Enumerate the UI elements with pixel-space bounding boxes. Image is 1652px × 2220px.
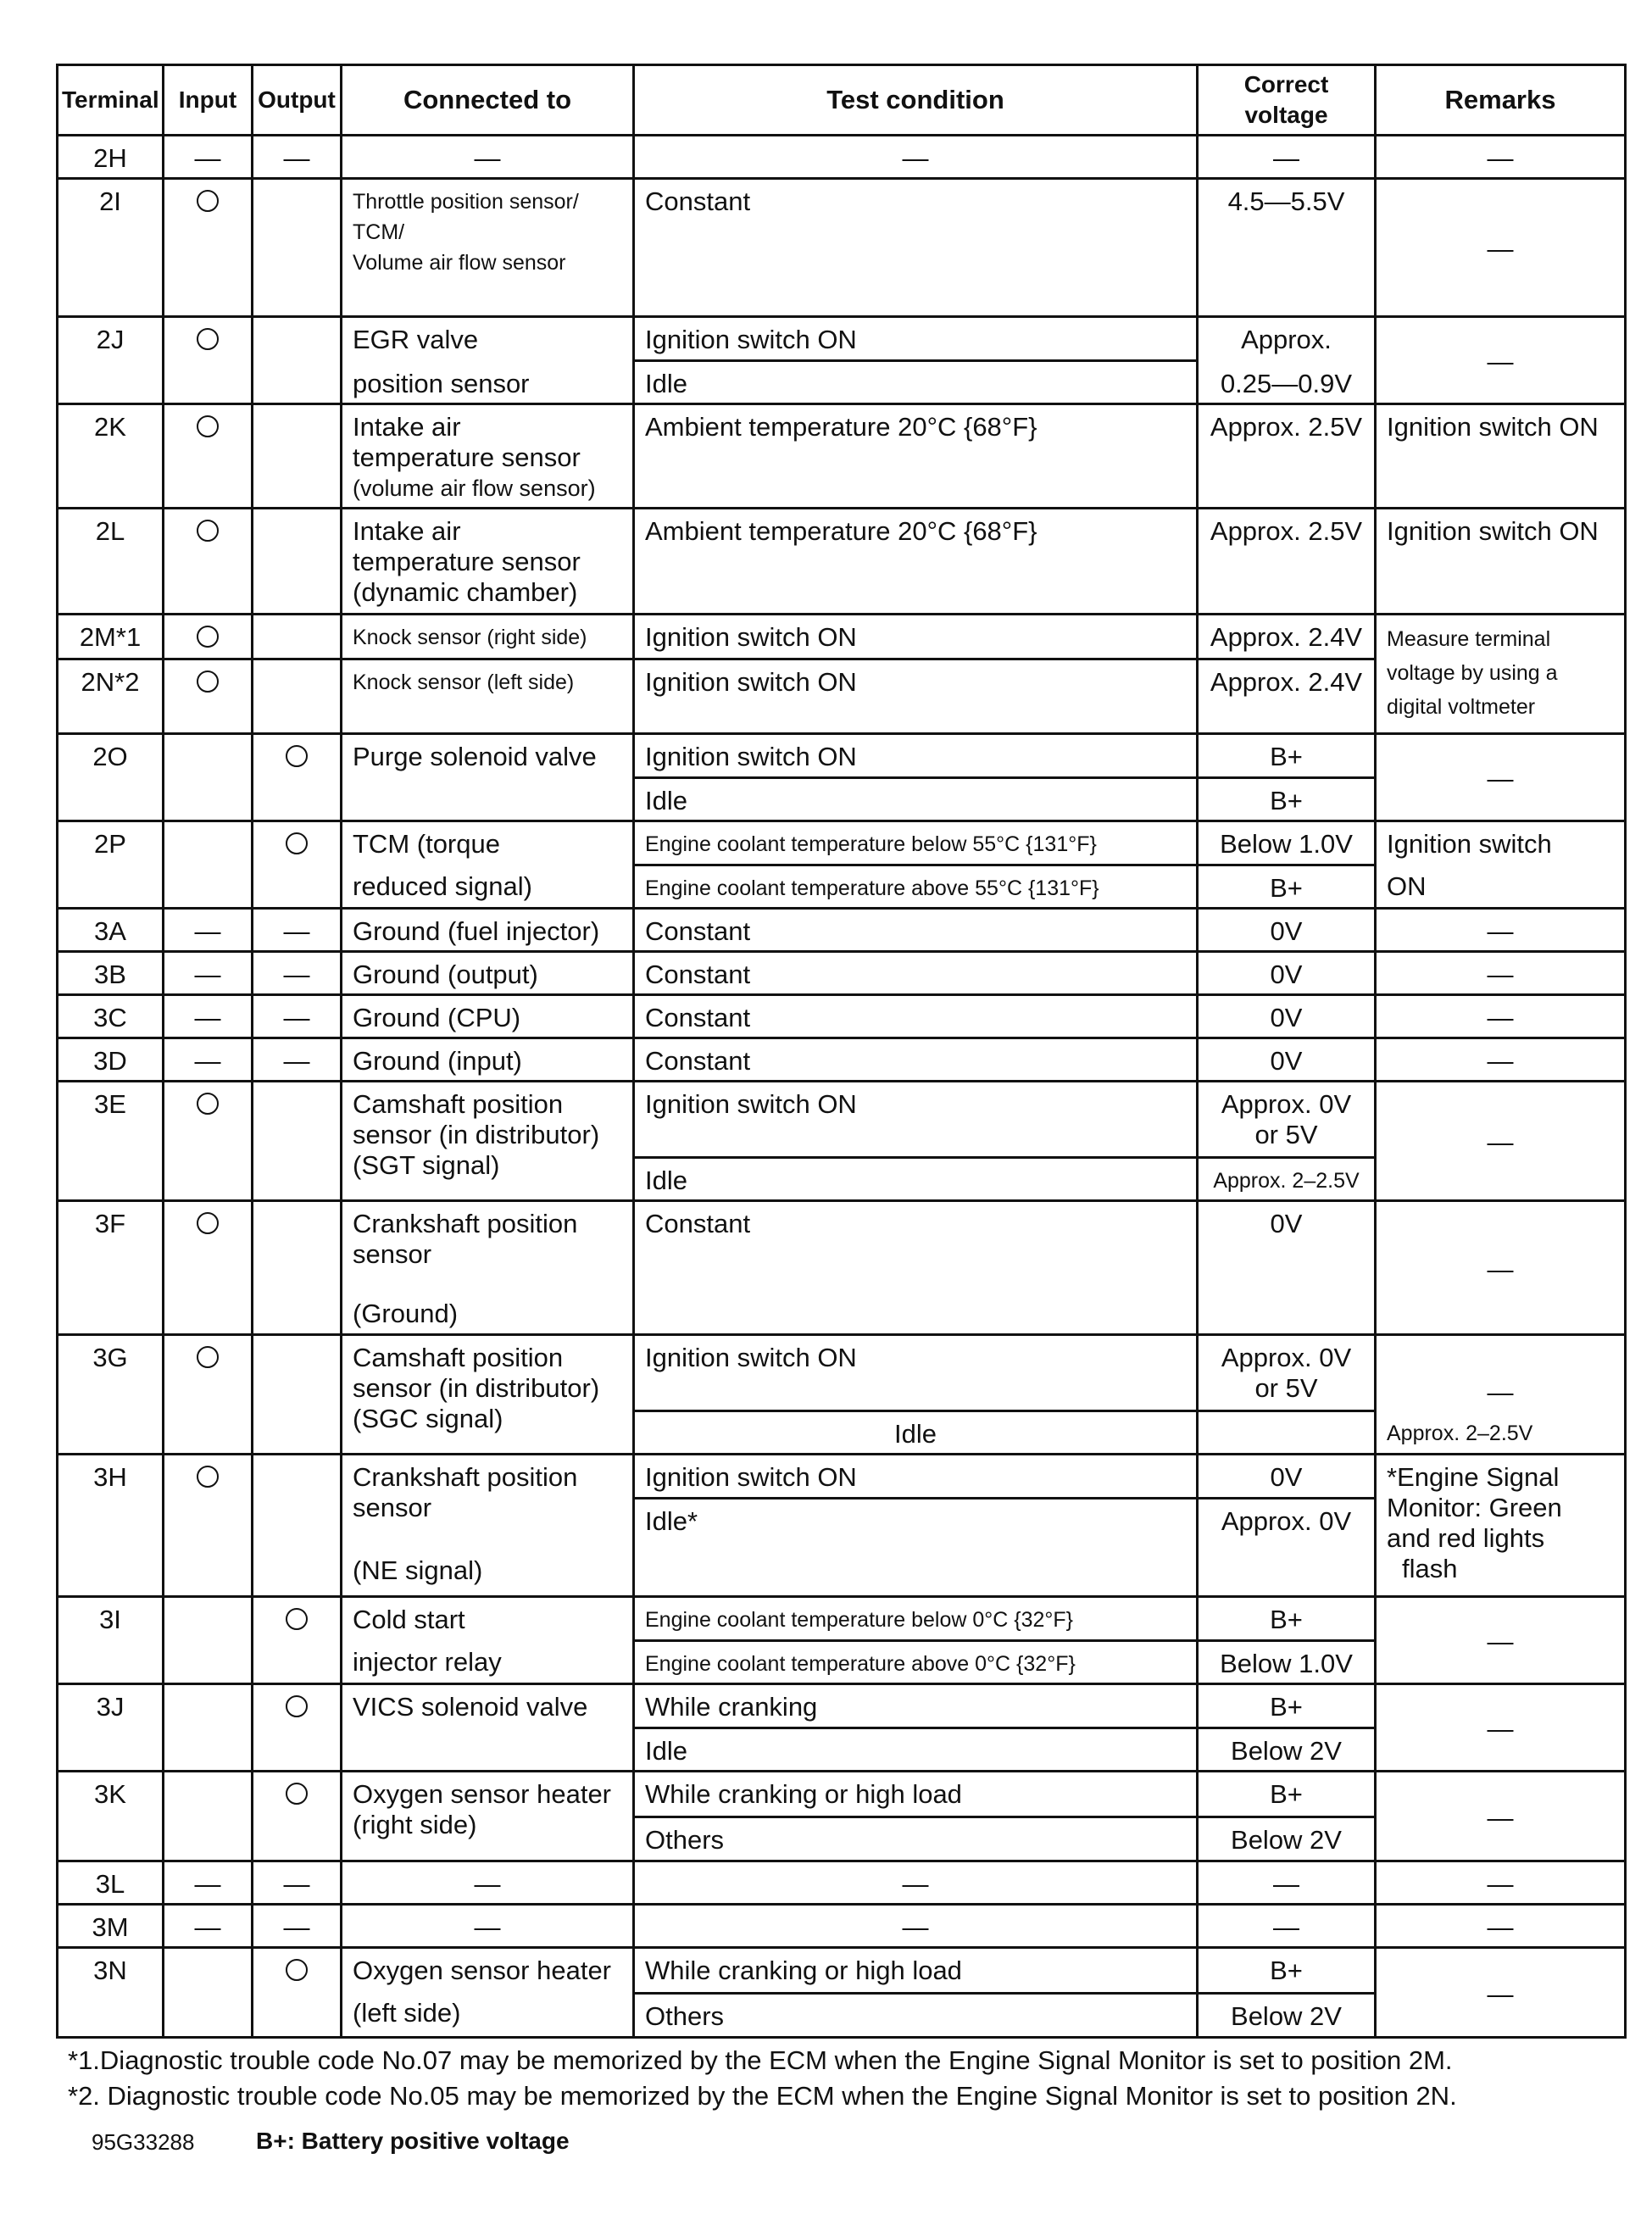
voltage-cell: 0V — [1198, 909, 1376, 952]
figure-code: 95G33288 — [92, 2129, 195, 2155]
circle-mark-icon — [197, 1466, 219, 1488]
terminal-cell: 2L — [58, 509, 164, 615]
condition-cell: Constant — [634, 1038, 1198, 1082]
terminal-cell: 2H — [58, 136, 164, 179]
output-cell — [253, 404, 342, 509]
connected-cell: Ground (input) — [342, 1038, 634, 1082]
voltage-cell — [1198, 1411, 1376, 1455]
terminal-cell: 2M*1 — [58, 615, 164, 659]
terminal-voltage-table — [56, 64, 1624, 2039]
connected-cell: Knock sensor (left side) — [342, 659, 634, 734]
input-mark — [164, 404, 253, 509]
input-cell — [164, 1948, 253, 2038]
connected-cell: Crankshaft position sensor (Ground) — [342, 1201, 634, 1335]
connected-cell: Knock sensor (right side) — [342, 615, 634, 659]
condition-cell: Constant — [634, 1201, 1198, 1335]
condition-cell: While cranking or high load — [634, 1948, 1198, 1994]
circle-mark-icon — [197, 626, 219, 648]
output-mark — [253, 1948, 342, 2038]
voltage-cell: Approx. 0V — [1198, 1499, 1376, 1597]
header-test-condition: Test condition — [634, 65, 1198, 136]
condition-cell: Engine coolant temperature below 0°C {32°F} — [634, 1597, 1198, 1641]
voltage-cell: Approx. 2.4V — [1198, 659, 1376, 734]
table-row — [58, 317, 1626, 361]
remarks-cell: — — [1376, 1772, 1626, 1861]
input-mark — [164, 179, 253, 317]
output-cell — [253, 1455, 342, 1597]
output-cell: — — [253, 136, 342, 179]
table-row — [58, 995, 1626, 1038]
circle-mark-icon — [286, 1695, 308, 1717]
header-connected-to: Connected to — [342, 65, 634, 136]
input-mark — [164, 1455, 253, 1597]
terminal-cell: 3D — [58, 1038, 164, 1082]
remarks-cell: Ignition switch ON — [1376, 509, 1626, 615]
voltage-cell: — — [1198, 1905, 1376, 1948]
condition-cell: Constant — [634, 952, 1198, 995]
input-mark — [164, 1201, 253, 1335]
output-mark — [253, 1684, 342, 1772]
voltage-cell: B+ — [1198, 778, 1376, 821]
connected-cell: Crankshaft position sensor (NE signal) — [342, 1455, 634, 1597]
output-cell — [253, 659, 342, 734]
output-cell — [253, 1201, 342, 1335]
output-cell: — — [253, 1038, 342, 1082]
input-mark — [164, 1082, 253, 1201]
voltage-cell: Below 2V — [1198, 1817, 1376, 1861]
terminal-cell: 3F — [58, 1201, 164, 1335]
condition-cell: — — [634, 136, 1198, 179]
remarks-cell: Approx. 2–2.5V — [1376, 1411, 1626, 1455]
condition-cell: — — [634, 1861, 1198, 1905]
terminal-cell: 3I — [58, 1597, 164, 1684]
remarks-cell: — — [1376, 952, 1626, 995]
connected-cell: Oxygen sensor heater (right side) — [342, 1772, 634, 1861]
voltage-cell: Below 1.0V — [1198, 821, 1376, 865]
condition-cell: Ambient temperature 20°C {68°F} — [634, 509, 1198, 615]
remarks-cell: Ignition switch ON — [1376, 821, 1626, 909]
table-row — [58, 1684, 1626, 1728]
connected-cell: EGR valve position sensor — [342, 317, 634, 404]
remarks-cell: — — [1376, 1597, 1626, 1684]
header-terminal: Terminal — [58, 65, 164, 136]
condition-cell: Idle — [634, 1728, 1198, 1772]
remarks-cell: — — [1376, 734, 1626, 821]
condition-cell: Idle — [634, 1411, 1198, 1455]
header-output: Output — [253, 65, 342, 136]
connected-cell: Throttle position sensor/ TCM/ Volume air flow sensor — [342, 179, 634, 317]
input-mark — [164, 509, 253, 615]
table-row — [58, 615, 1626, 659]
voltage-cell: 0V — [1198, 1038, 1376, 1082]
remarks-cell: — — [1376, 1861, 1626, 1905]
terminal-cell: 3H — [58, 1455, 164, 1597]
voltage-cell: B+ — [1198, 865, 1376, 909]
condition-cell: Idle — [634, 361, 1198, 404]
input-mark — [164, 1335, 253, 1455]
terminal-cell: 3G — [58, 1335, 164, 1455]
condition-cell: Idle* — [634, 1499, 1198, 1597]
condition-cell: Ambient temperature 20°C {68°F} — [634, 404, 1198, 509]
connected-cell: Intake air temperature sensor (volume air flow sensor) — [342, 404, 634, 509]
circle-mark-icon — [197, 328, 219, 350]
output-cell: — — [253, 952, 342, 995]
voltage-cell: B+ — [1198, 1597, 1376, 1641]
connected-cell: TCM (torque reduced signal) — [342, 821, 634, 909]
circle-mark-icon — [197, 1093, 219, 1115]
remarks-cell: Ignition switch ON — [1376, 404, 1626, 509]
connected-cell: — — [342, 136, 634, 179]
remarks-cell: — — [1376, 1948, 1626, 2038]
condition-cell: While cranking or high load — [634, 1772, 1198, 1817]
voltage-cell: Approx. 0V or 5V — [1198, 1335, 1376, 1411]
circle-mark-icon — [197, 415, 219, 437]
voltage-cell: B+ — [1198, 734, 1376, 778]
condition-cell: Engine coolant temperature above 55°C {131°F} — [634, 865, 1198, 909]
condition-cell: Others — [634, 1994, 1198, 2038]
table-row — [58, 1861, 1626, 1905]
terminal-cell: 2N*2 — [58, 659, 164, 734]
input-cell: — — [164, 1905, 253, 1948]
table-row — [58, 1038, 1626, 1082]
remarks-cell: *Engine Signal Monitor: Green and red lights flash — [1376, 1455, 1626, 1597]
output-cell — [253, 179, 342, 317]
input-cell — [164, 1772, 253, 1861]
condition-cell: Constant — [634, 995, 1198, 1038]
remarks-cell: — — [1376, 317, 1626, 404]
remarks-cell: — — [1376, 1082, 1626, 1201]
connected-cell: Ground (output) — [342, 952, 634, 995]
circle-mark-icon — [197, 670, 219, 693]
input-cell — [164, 821, 253, 909]
voltage-cell: — — [1198, 136, 1376, 179]
circle-mark-icon — [286, 745, 308, 767]
table-row — [58, 1905, 1626, 1948]
circle-mark-icon — [286, 1783, 308, 1805]
terminal-cell: 2O — [58, 734, 164, 821]
header-correct-voltage: Correct voltage — [1198, 65, 1376, 136]
table-row — [58, 821, 1626, 865]
condition-cell: Constant — [634, 179, 1198, 317]
connected-cell: VICS solenoid valve — [342, 1684, 634, 1772]
output-cell: — — [253, 1905, 342, 1948]
voltage-cell: 0V — [1198, 952, 1376, 995]
condition-cell: Ignition switch ON — [634, 659, 1198, 734]
condition-cell: Ignition switch ON — [634, 1335, 1198, 1411]
input-cell: — — [164, 1038, 253, 1082]
output-cell: — — [253, 909, 342, 952]
output-cell — [253, 317, 342, 404]
condition-cell: Engine coolant temperature above 0°C {32°F} — [634, 1641, 1198, 1684]
connected-cell: Purge solenoid valve — [342, 734, 634, 821]
input-cell: — — [164, 995, 253, 1038]
remarks-cell: — — [1376, 1038, 1626, 1082]
input-mark — [164, 659, 253, 734]
terminal-cell: 3E — [58, 1082, 164, 1201]
remarks-cell: — — [1376, 1684, 1626, 1772]
connected-cell: Cold start injector relay — [342, 1597, 634, 1684]
voltage-cell: Below 2V — [1198, 1728, 1376, 1772]
input-cell — [164, 734, 253, 821]
table-row — [58, 1772, 1626, 1817]
voltage-cell: Approx. 2.5V — [1198, 509, 1376, 615]
connected-cell: Oxygen sensor heater (left side) — [342, 1948, 634, 2038]
terminal-cell: 3M — [58, 1905, 164, 1948]
voltage-cell: Below 2V — [1198, 1994, 1376, 2038]
voltage-cell: Below 1.0V — [1198, 1641, 1376, 1684]
circle-mark-icon — [286, 1959, 308, 1981]
table-row — [58, 1455, 1626, 1499]
output-cell: — — [253, 1861, 342, 1905]
table-header-row — [58, 65, 1626, 136]
condition-cell: Idle — [634, 1158, 1198, 1201]
terminal-cell: 3B — [58, 952, 164, 995]
remarks-cell: — — [1376, 1335, 1626, 1411]
output-mark — [253, 821, 342, 909]
remarks-cell: — — [1376, 909, 1626, 952]
input-mark — [164, 317, 253, 404]
voltage-cell: Approx. 2.5V — [1198, 404, 1376, 509]
table-row — [58, 1597, 1626, 1641]
table-row — [58, 1335, 1626, 1411]
output-mark — [253, 1597, 342, 1684]
connected-cell: Camshaft position sensor (in distributor) (SGC signal) — [342, 1335, 634, 1455]
condition-cell: Ignition switch ON — [634, 317, 1198, 361]
terminal-cell: 2P — [58, 821, 164, 909]
table-row — [58, 952, 1626, 995]
table-row — [58, 1082, 1626, 1158]
table-row — [58, 136, 1626, 179]
voltage-cell: B+ — [1198, 1772, 1376, 1817]
output-mark — [253, 734, 342, 821]
terminal-cell: 2I — [58, 179, 164, 317]
connected-cell: Intake air temperature sensor (dynamic chamber) — [342, 509, 634, 615]
condition-cell: While cranking — [634, 1684, 1198, 1728]
connected-cell: Camshaft position sensor (in distributor) (SGT signal) — [342, 1082, 634, 1201]
voltage-cell: 0V — [1198, 1455, 1376, 1499]
voltage-cell: Approx. 2–2.5V — [1198, 1158, 1376, 1201]
circle-mark-icon — [286, 1608, 308, 1630]
condition-cell: Others — [634, 1817, 1198, 1861]
terminal-cell: 3L — [58, 1861, 164, 1905]
voltage-cell: 0V — [1198, 1201, 1376, 1335]
connected-cell: Ground (CPU) — [342, 995, 634, 1038]
bplus-legend: B+: Battery positive voltage — [256, 2128, 570, 2154]
output-cell — [253, 1082, 342, 1201]
output-cell — [253, 1335, 342, 1455]
input-cell: — — [164, 952, 253, 995]
condition-cell: Constant — [634, 909, 1198, 952]
table-row — [58, 509, 1626, 615]
voltage-cell: Approx. 2.4V — [1198, 615, 1376, 659]
circle-mark-icon — [197, 1212, 219, 1234]
terminal-cell: 2K — [58, 404, 164, 509]
voltage-cell: B+ — [1198, 1948, 1376, 1994]
remarks-cell: — — [1376, 179, 1626, 317]
connected-cell: Ground (fuel injector) — [342, 909, 634, 952]
input-mark — [164, 615, 253, 659]
output-cell: — — [253, 995, 342, 1038]
condition-cell: Ignition switch ON — [634, 734, 1198, 778]
remarks-cell: — — [1376, 1201, 1626, 1335]
circle-mark-icon — [197, 1346, 219, 1368]
condition-cell: Engine coolant temperature below 55°C {131°F} — [634, 821, 1198, 865]
terminal-cell: 3A — [58, 909, 164, 952]
voltage-cell: Approx. 0V or 5V — [1198, 1082, 1376, 1158]
remarks-cell: — — [1376, 136, 1626, 179]
circle-mark-icon — [286, 832, 308, 854]
table-row — [58, 1948, 1626, 1994]
voltage-cell: 4.5—5.5V — [1198, 179, 1376, 317]
condition-cell: Ignition switch ON — [634, 1082, 1198, 1158]
circle-mark-icon — [197, 520, 219, 542]
input-cell: — — [164, 1861, 253, 1905]
table-row — [58, 909, 1626, 952]
condition-cell: — — [634, 1905, 1198, 1948]
table-row — [58, 404, 1626, 509]
voltage-cell: — — [1198, 1861, 1376, 1905]
footnotes — [68, 2043, 1627, 2114]
terminal-cell: 3N — [58, 1948, 164, 2038]
header-input: Input — [164, 65, 253, 136]
table-row — [58, 179, 1626, 317]
output-cell — [253, 615, 342, 659]
voltage-cell: Approx. 0.25—0.9V — [1198, 317, 1376, 404]
input-cell — [164, 1684, 253, 1772]
circle-mark-icon — [197, 190, 219, 212]
voltage-cell: B+ — [1198, 1684, 1376, 1728]
output-cell — [253, 509, 342, 615]
footnote-2: *2. Diagnostic trouble code No.05 may be memorized by the ECM when the Engine Signal Monitor is set to position 2N. — [68, 2081, 1457, 2111]
terminal-cell: 3J — [58, 1684, 164, 1772]
table-row — [58, 1201, 1626, 1335]
input-cell: — — [164, 136, 253, 179]
table-row — [58, 734, 1626, 778]
input-cell — [164, 1597, 253, 1684]
remarks-cell: Measure terminal voltage by using a digital voltmeter — [1376, 615, 1626, 734]
remarks-cell: — — [1376, 1905, 1626, 1948]
output-mark — [253, 1772, 342, 1861]
footnote-1: *1.Diagnostic trouble code No.07 may be memorized by the ECM when the Engine Signal Monitor is set to position 2M. — [68, 2045, 1453, 2075]
header-remarks: Remarks — [1376, 65, 1626, 136]
condition-cell: Idle — [634, 778, 1198, 821]
terminal-cell: 3K — [58, 1772, 164, 1861]
terminal-cell: 3C — [58, 995, 164, 1038]
condition-cell: Ignition switch ON — [634, 1455, 1198, 1499]
condition-cell: Ignition switch ON — [634, 615, 1198, 659]
voltage-cell: 0V — [1198, 995, 1376, 1038]
input-cell: — — [164, 909, 253, 952]
remarks-cell: — — [1376, 995, 1626, 1038]
connected-cell: — — [342, 1905, 634, 1948]
connected-cell: — — [342, 1861, 634, 1905]
terminal-cell: 2J — [58, 317, 164, 404]
